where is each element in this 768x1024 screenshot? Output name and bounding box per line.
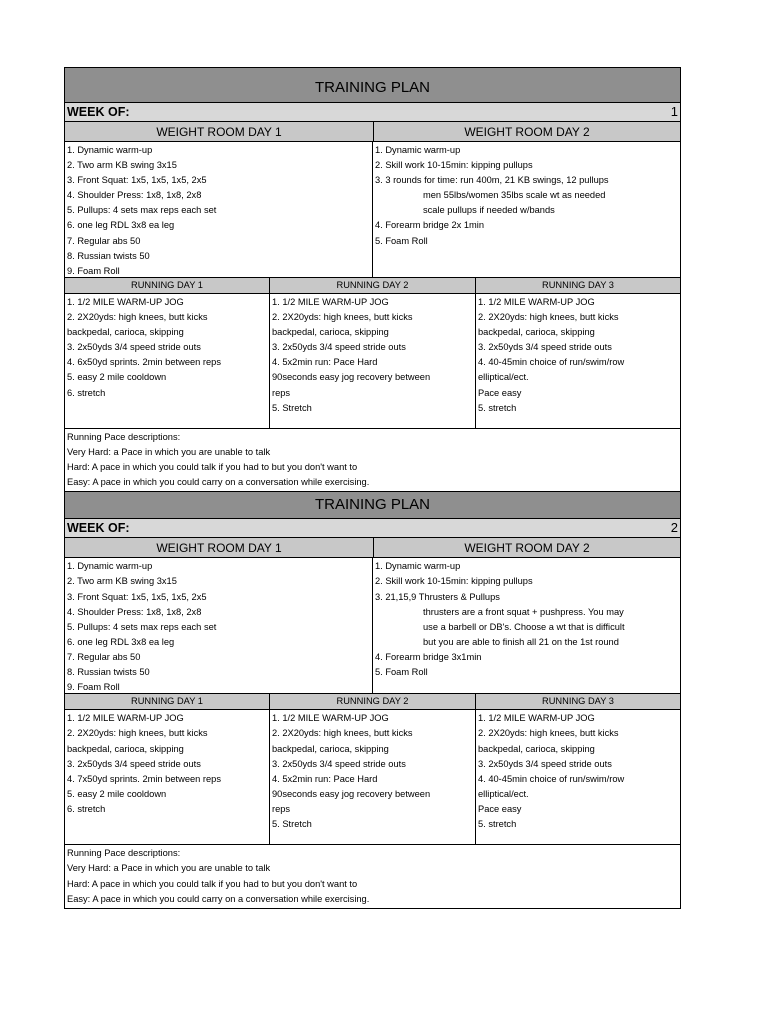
list-item: 90seconds easy jog recovery between — [272, 372, 431, 383]
running-day-2-list — [270, 294, 476, 428]
list-item: 2. 2X20yds: high knees, butt kicks — [272, 312, 413, 323]
list-item: men 55lbs/women 35lbs scale wt as needed — [423, 190, 606, 201]
list-item: backpedal, carioca, skipping — [272, 327, 389, 338]
list-item: 4. 5x2min run: Pace Hard — [272, 773, 378, 784]
running-headers — [65, 278, 680, 294]
list-item: 4. Shoulder Press: 1x8, 1x8, 2x8 — [67, 190, 202, 201]
list-item: 3. 21,15,9 Thrusters & Pullups — [375, 591, 500, 602]
running-body — [65, 294, 680, 429]
list-item: 5. easy 2 mile cooldown — [67, 788, 167, 799]
list-item: 8. Russian twists 50 — [67, 250, 150, 261]
running-day-3-list — [476, 710, 680, 844]
list-item: 2. Two arm KB swing 3x15 — [67, 160, 177, 171]
training-sheet — [64, 67, 681, 909]
pace-hard: Hard: A pace in which you could talk if you had to but you don't want to — [67, 878, 358, 889]
pace-easy: Easy: A pace in which you could carry on a conversation while exercising. — [67, 893, 370, 904]
list-item: backpedal, carioca, skipping — [272, 743, 389, 754]
weight-room-day-2-list — [373, 558, 680, 693]
list-item: 5. Foam Roll — [375, 235, 428, 246]
weight-room-body — [65, 142, 680, 278]
list-item: 8. Russian twists 50 — [67, 667, 150, 678]
running-day-1-header: RUNNING DAY 1 — [65, 278, 270, 293]
list-item: elliptical/ect. — [478, 372, 529, 383]
list-item: reps — [272, 387, 291, 398]
list-item: 4. 6x50yd sprints. 2min between reps — [67, 357, 221, 368]
weight-room-headers — [65, 538, 680, 558]
list-item: 5. easy 2 mile cooldown — [67, 372, 167, 383]
list-item: thrusters are a front squat + pushpress. You may — [423, 606, 624, 617]
list-item: 6. stretch — [67, 803, 106, 814]
list-item: 1. Dynamic warm-up — [375, 561, 461, 572]
running-day-2-header: RUNNING DAY 2 — [270, 278, 476, 293]
running-body — [65, 710, 680, 845]
list-item: 9. Foam Roll — [67, 265, 120, 276]
list-item: 1. 1/2 MILE WARM-UP JOG — [67, 713, 184, 724]
pace-very-hard: Very Hard: a Pace in which you are unable to talk — [67, 447, 271, 458]
list-item: 5. stretch — [478, 402, 517, 413]
list-item: 2. 2X20yds: high knees, butt kicks — [478, 312, 619, 323]
weight-room-day-2-header: WEIGHT ROOM DAY 2 — [374, 122, 680, 141]
list-item: elliptical/ect. — [478, 788, 529, 799]
plan-title: TRAINING PLAN — [65, 491, 680, 519]
weight-room-body — [65, 558, 680, 694]
list-item: backpedal, carioca, skipping — [478, 743, 595, 754]
list-item: 4. Forearm bridge 3x1min — [375, 651, 482, 662]
training-plan-week-2 — [65, 491, 680, 907]
list-item: 2. Skill work 10-15min: kipping pullups — [375, 160, 533, 171]
list-item: backpedal, carioca, skipping — [67, 743, 184, 754]
weight-room-day-1-header: WEIGHT ROOM DAY 1 — [65, 538, 374, 557]
list-item: Pace easy — [478, 387, 522, 398]
list-item: 1. Dynamic warm-up — [67, 145, 153, 155]
list-item: 3. 2x50yds 3/4 speed stride outs — [272, 342, 406, 353]
list-item: 2. Two arm KB swing 3x15 — [67, 576, 177, 587]
running-pace-descriptions — [65, 845, 680, 907]
list-item: 2. 2X20yds: high knees, butt kicks — [67, 728, 208, 739]
plan-title: TRAINING PLAN — [65, 68, 680, 103]
list-item: 7. Regular abs 50 — [67, 651, 141, 662]
week-row — [65, 103, 680, 122]
list-item: 4. Forearm bridge 2x 1min — [375, 220, 485, 231]
list-item: 5. stretch — [478, 819, 517, 830]
list-item: 1. 1/2 MILE WARM-UP JOG — [478, 297, 595, 307]
running-day-3-header: RUNNING DAY 3 — [476, 278, 680, 293]
week-number: 2 — [670, 520, 678, 536]
list-item: reps — [272, 803, 291, 814]
list-item: 3. Front Squat: 1x5, 1x5, 1x5, 2x5 — [67, 591, 207, 602]
pace-hard: Hard: A pace in which you could talk if you had to but you don't want to — [67, 462, 358, 473]
weight-room-day-1-list — [65, 558, 373, 693]
list-item: 3. 2x50yds 3/4 speed stride outs — [67, 342, 201, 353]
list-item: 2. Skill work 10-15min: kipping pullups — [375, 576, 533, 587]
weight-room-day-1-header: WEIGHT ROOM DAY 1 — [65, 122, 374, 141]
running-day-1-list — [65, 710, 270, 844]
week-label: WEEK OF: — [67, 521, 130, 536]
list-item: scale pullups if needed w/bands — [423, 205, 555, 216]
list-item: 6. one leg RDL 3x8 ea leg — [67, 636, 175, 647]
list-item: 3. 2x50yds 3/4 speed stride outs — [67, 758, 201, 769]
list-item: use a barbell or DB's. Choose a wt that is difficult — [423, 621, 625, 632]
list-item: 4. 7x50yd sprints. 2min between reps — [67, 773, 221, 784]
week-label: WEEK OF: — [67, 105, 130, 119]
list-item: 6. one leg RDL 3x8 ea leg — [67, 220, 175, 231]
pace-heading: Running Pace descriptions: — [67, 432, 181, 442]
list-item: 1. 1/2 MILE WARM-UP JOG — [272, 713, 389, 724]
list-item: Pace easy — [478, 803, 522, 814]
week-number: 1 — [670, 104, 678, 119]
list-item: 5. Stretch — [272, 819, 312, 830]
list-item: 2. 2X20yds: high knees, butt kicks — [67, 312, 208, 323]
weight-room-headers — [65, 122, 680, 142]
list-item: 5. Stretch — [272, 402, 312, 413]
list-item: 1. 1/2 MILE WARM-UP JOG — [67, 297, 184, 307]
list-item: 6. stretch — [67, 387, 106, 398]
list-item: 4. Shoulder Press: 1x8, 1x8, 2x8 — [67, 606, 202, 617]
running-day-2-list — [270, 710, 476, 844]
list-item: 3. 2x50yds 3/4 speed stride outs — [478, 342, 612, 353]
pace-heading: Running Pace descriptions: — [67, 848, 181, 859]
list-item: backpedal, carioca, skipping — [478, 327, 595, 338]
list-item: 1. 1/2 MILE WARM-UP JOG — [272, 297, 389, 307]
list-item: but you are able to finish all 21 on the 1st round — [423, 636, 619, 647]
list-item: 3. 3 rounds for time: run 400m, 21 KB swings, 12 pullups — [375, 175, 609, 186]
running-day-2-header: RUNNING DAY 2 — [270, 694, 476, 709]
list-item: 2. 2X20yds: high knees, butt kicks — [272, 728, 413, 739]
pace-very-hard: Very Hard: a Pace in which you are unable to talk — [67, 863, 271, 874]
weight-room-day-2-list — [373, 142, 680, 277]
list-item: 2. 2X20yds: high knees, butt kicks — [478, 728, 619, 739]
list-item: 4. 40-45min choice of run/swim/row — [478, 357, 625, 368]
weight-room-day-2-header: WEIGHT ROOM DAY 2 — [374, 538, 680, 557]
list-item: 1. Dynamic warm-up — [67, 561, 153, 572]
training-plan-week-1 — [65, 68, 680, 491]
list-item: 3. 2x50yds 3/4 speed stride outs — [478, 758, 612, 769]
list-item: 5. Pullups: 4 sets max reps each set — [67, 621, 217, 632]
running-day-3-header: RUNNING DAY 3 — [476, 694, 680, 709]
list-item: 4. 5x2min run: Pace Hard — [272, 357, 378, 368]
list-item: backpedal, carioca, skipping — [67, 327, 184, 338]
list-item: 90seconds easy jog recovery between — [272, 788, 431, 799]
running-headers — [65, 694, 680, 710]
running-day-1-header: RUNNING DAY 1 — [65, 694, 270, 709]
list-item: 1. Dynamic warm-up — [375, 145, 461, 155]
list-item: 9. Foam Roll — [67, 682, 120, 693]
list-item: 3. 2x50yds 3/4 speed stride outs — [272, 758, 406, 769]
running-day-3-list — [476, 294, 680, 428]
running-pace-descriptions — [65, 429, 680, 491]
week-row — [65, 519, 680, 538]
list-item: 5. Foam Roll — [375, 667, 428, 678]
running-day-1-list — [65, 294, 270, 428]
list-item: 3. Front Squat: 1x5, 1x5, 1x5, 2x5 — [67, 175, 207, 186]
list-item: 1. 1/2 MILE WARM-UP JOG — [478, 713, 595, 724]
pace-easy: Easy: A pace in which you could carry on a conversation while exercising. — [67, 477, 370, 488]
weight-room-day-1-list — [65, 142, 373, 277]
list-item: 4. 40-45min choice of run/swim/row — [478, 773, 625, 784]
list-item: 7. Regular abs 50 — [67, 235, 141, 246]
list-item: 5. Pullups: 4 sets max reps each set — [67, 205, 217, 216]
